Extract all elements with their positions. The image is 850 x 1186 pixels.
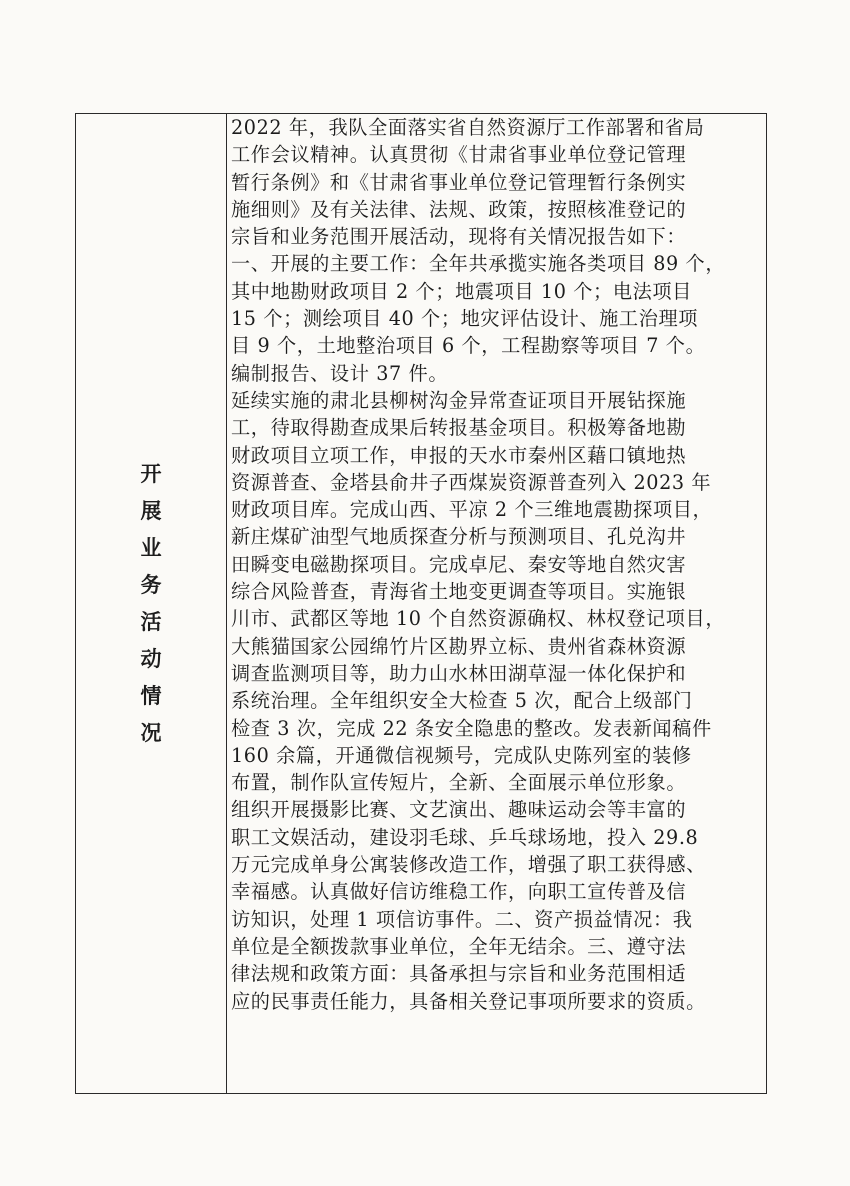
content-line: 资源普查、金塔县俞井子西煤炭资源普查列入 2023 年 — [231, 470, 712, 494]
content-line: 财政项目立项工作，申报的天水市秦州区藉口镇地热 — [231, 443, 687, 467]
content-line: 大熊猫国家公园绵竹片区勘界立标、贵州省森林资源 — [231, 634, 687, 658]
content-line: 律法规和政策方面：具备承担与宗旨和业务范围相适 — [231, 962, 687, 986]
content-line: 160 余篇，开通微信视频号，完成队史陈列室的装修 — [231, 743, 692, 767]
content-line: 综合风险普查，青海省土地变更调查等项目。实施银 — [231, 580, 687, 604]
section-label-cell — [76, 114, 227, 1093]
content-line: 田瞬变电磁勘探项目。完成卓尼、秦安等地自然灾害 — [231, 552, 687, 576]
content-line: 应的民事责任能力，具备相关登记事项所要求的资质。 — [231, 989, 706, 1013]
content-line: 布置，制作队宣传短片，全新、全面展示单位形象。 — [231, 771, 687, 795]
content-line: 检查 3 次，完成 22 条安全隐患的整改。发表新闻稿件 — [231, 716, 712, 740]
content-line: 职工文娱活动，建设羽毛球、乒乓球场地，投入 29.8 — [231, 825, 699, 849]
content-line: 施细则》及有关法律、法规、政策，按照核准登记的 — [231, 197, 687, 221]
content-line: 编制报告、设计 37 件。 — [231, 361, 449, 385]
section-content-cell — [227, 114, 766, 1093]
content-line: 财政项目库。完成山西、平凉 2 个三维地震勘探项目， — [231, 498, 713, 522]
content-line: 川市、武都区等地 10 个自然资源确权、林权登记项目， — [231, 607, 726, 631]
report-table — [75, 113, 767, 1094]
section-label: 开展业务活动情况 — [140, 461, 162, 745]
content-line: 新庄煤矿油型气地质探查分析与预测项目、孔兑沟井 — [231, 525, 687, 549]
content-line: 万元完成单身公寓装修改造工作，增强了职工获得感、 — [231, 853, 706, 877]
content-line: 其中地勘财政项目 2 个；地震项目 10 个；电法项目 — [231, 279, 692, 303]
content-line: 访知识，处理 1 项信访事件。二、资产损益情况：我 — [231, 907, 693, 931]
content-line: 系统治理。全年组织安全大检查 5 次，配合上级部门 — [231, 689, 693, 713]
content-line: 工，待取得勘查成果后转报基金项目。积极筹备地勘 — [231, 416, 687, 440]
content-line: 组织开展摄影比赛、文艺演出、趣味运动会等丰富的 — [231, 798, 687, 822]
content-line: 一、开展的主要工作：全年共承揽实施各类项目 89 个， — [231, 252, 726, 276]
content-line: 暂行条例》和《甘肃省事业单位登记管理暂行条例实 — [231, 170, 687, 194]
content-line: 工作会议精神。认真贯彻《甘肃省事业单位登记管理 — [231, 143, 687, 167]
content-line: 幸福感。认真做好信访维稳工作，向职工宣传普及信 — [231, 880, 687, 904]
content-line: 2022 年，我队全面落实省自然资源厅工作部署和省局 — [231, 116, 705, 139]
content-line: 调查监测项目等，助力山水林田湖草湿一体化保护和 — [231, 661, 687, 685]
content-line: 目 9 个，土地整治项目 6 个，工程勘察等项目 7 个。 — [231, 334, 706, 358]
content-line: 宗旨和业务范围开展活动，现将有关情况报告如下： — [231, 225, 687, 249]
content-line: 15 个；测绘项目 40 个；地灾评估设计、施工治理项 — [231, 307, 699, 331]
content-line: 单位是全额拨款事业单位，全年无结余。三、遵守法 — [231, 934, 687, 958]
content-line: 延续实施的肃北县柳树沟金异常查证项目开展钻探施 — [231, 388, 687, 412]
